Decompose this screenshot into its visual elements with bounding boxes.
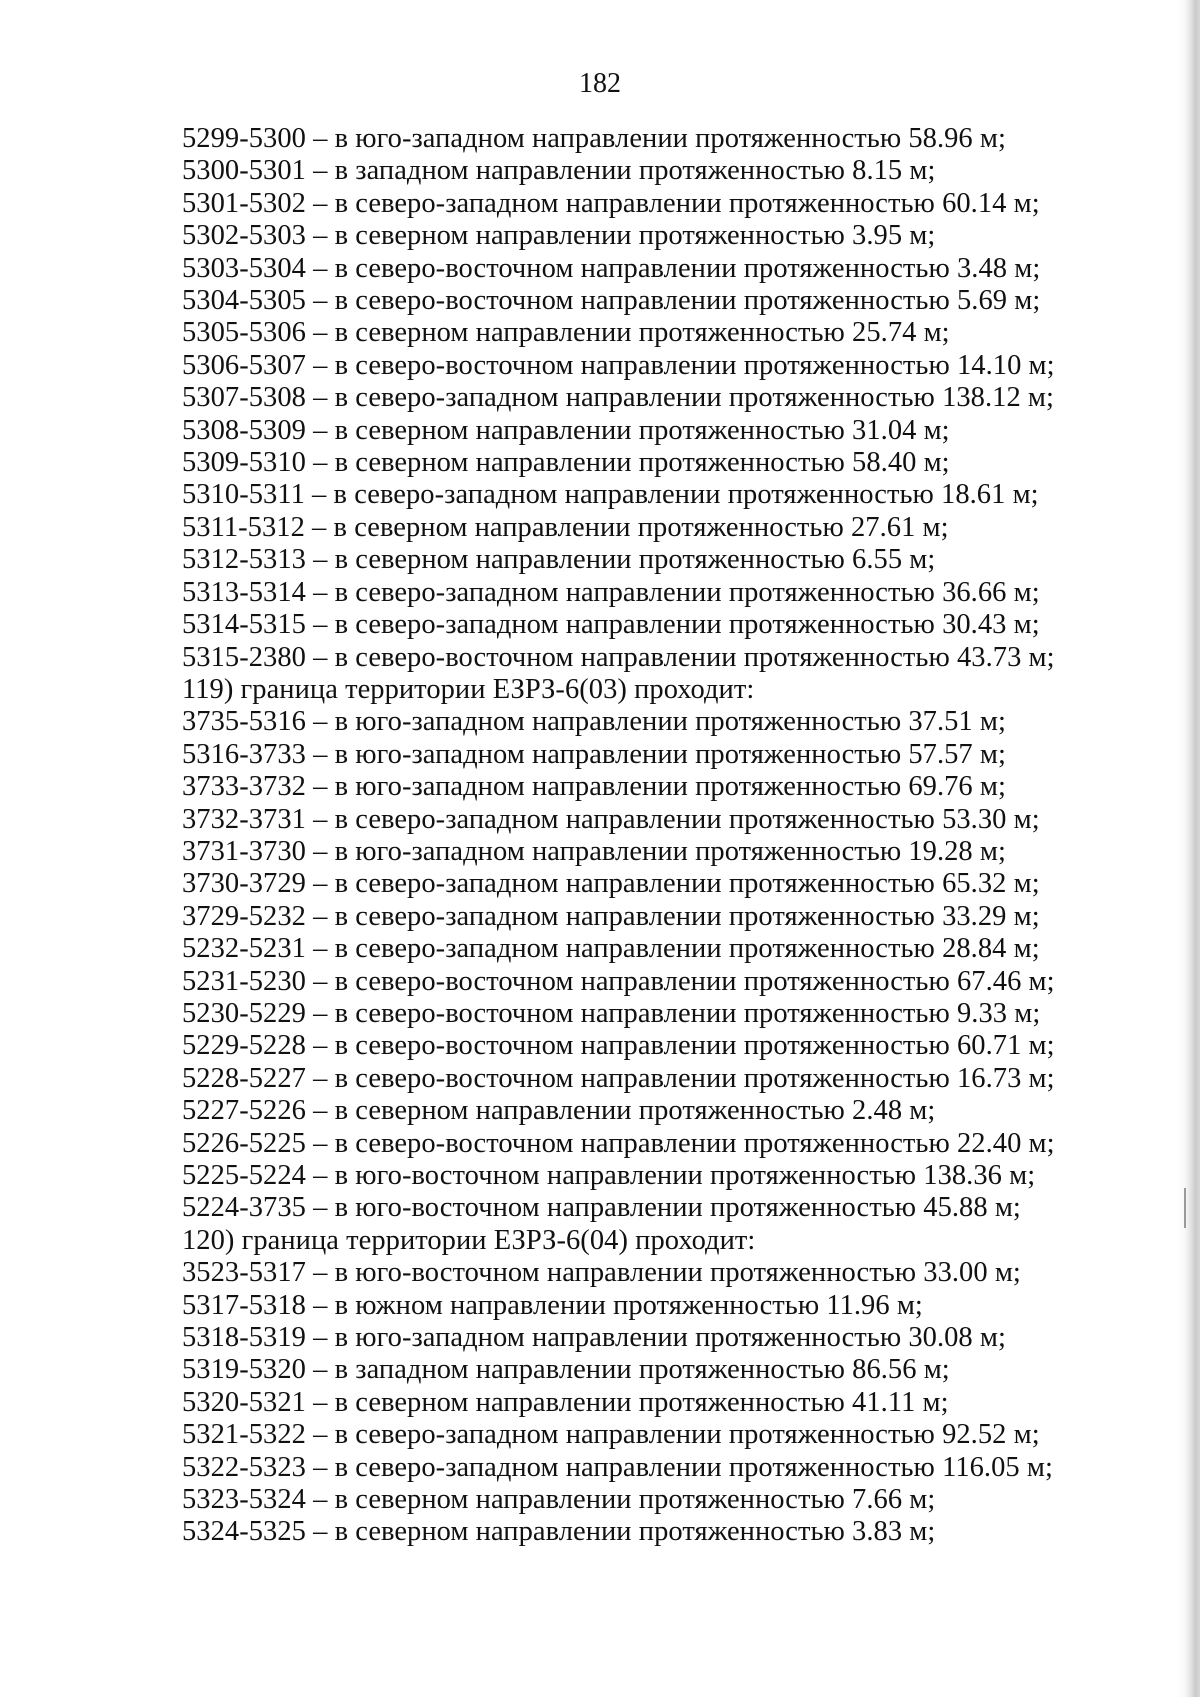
text-line: 5307-5308 – в северо-западном направлении протяженностью 138.12 м;	[182, 382, 1054, 414]
text-line: 3523-5317 – в юго-восточном направлении протяженностью 33.00 м;	[182, 1257, 1021, 1289]
text-line: 5299-5300 – в юго-западном направлении протяженностью 58.96 м;	[182, 123, 1006, 154]
text-line: 5231-5230 – в северо-восточном направлении протяженностью 67.46 м;	[182, 965, 1055, 997]
text-line: 5317-5318 – в южном направлении протяженностью 11.96 м;	[182, 1289, 923, 1321]
text-line: 5316-3733 – в юго-западном направлении протяженностью 57.57 м;	[182, 738, 1006, 770]
text-line: 5315-2380 – в северо-восточном направлении протяженностью 43.73 м;	[182, 641, 1055, 673]
text-line: 3729-5232 – в северо-западном направлении протяженностью 33.29 м;	[182, 900, 1040, 932]
text-line: 3732-3731 – в северо-западном направлении протяженностью 53.30 м;	[182, 803, 1040, 835]
text-line: 5301-5302 – в северо-западном направлении протяженностью 60.14 м;	[182, 187, 1040, 219]
text-line: 5310-5311 – в северо-западном направлении протяженностью 18.61 м;	[182, 479, 1039, 511]
text-line: 5306-5307 – в северо-восточном направлении протяженностью 14.10 м;	[182, 349, 1055, 381]
text-line: 5318-5319 – в юго-западном направлении протяженностью 30.08 м;	[182, 1322, 1006, 1354]
text-line: 5321-5322 – в северо-западном направлении протяженностью 92.52 м;	[182, 1419, 1040, 1451]
text-line: 5226-5225 – в северо-восточном направлении протяженностью 22.40 м;	[182, 1127, 1055, 1159]
text-line: 3735-5316 – в юго-западном направлении протяженностью 37.51 м;	[182, 706, 1006, 738]
text-line: 5312-5313 – в северном направлении протяженностью 6.55 м;	[182, 544, 936, 576]
text-line: 5308-5309 – в северном направлении протяженностью 31.04 м;	[182, 414, 950, 446]
text-line: 5319-5320 – в западном направлении протяженностью 86.56 м;	[182, 1354, 950, 1386]
text-line: 5232-5231 – в северо-западном направлении протяженностью 28.84 м;	[182, 933, 1040, 965]
text-line: 3731-3730 – в юго-западном направлении протяженностью 19.28 м;	[182, 835, 1006, 867]
text-line: 5303-5304 – в северо-восточном направлении протяженностью 3.48 м;	[182, 252, 1041, 284]
text-line: 5313-5314 – в северо-западном направлении протяженностью 36.66 м;	[182, 576, 1040, 608]
text-line: 5324-5325 – в северном направлении протяженностью 3.83 м;	[182, 1516, 936, 1548]
text-line: 5323-5324 – в северном направлении протяженностью 7.66 м;	[182, 1484, 936, 1516]
text-line: 5305-5306 – в северном направлении протяженностью 25.74 м;	[182, 317, 950, 349]
text-line: 3733-3732 – в юго-западном направлении протяженностью 69.76 м;	[182, 771, 1006, 803]
text-line: 3730-3729 – в северо-западном направлении протяженностью 65.32 м;	[182, 868, 1040, 900]
text-line: 5320-5321 – в северном направлении протяженностью 41.11 м;	[182, 1386, 949, 1418]
text-line: 5224-3735 – в юго-восточном направлении протяженностью 45.88 м;	[182, 1192, 1021, 1224]
scan-edge-shadow	[1178, 0, 1200, 1697]
document-body	[182, 123, 1082, 1549]
text-line: 5225-5224 – в юго-восточном направлении протяженностью 138.36 м;	[182, 1160, 1036, 1191]
page-number: 182	[579, 68, 621, 99]
text-line: 5227-5226 – в северном направлении протяженностью 2.48 м;	[182, 1095, 936, 1127]
section-heading: 120) граница территории ЕЗРЗ-6(04) проходит:	[182, 1224, 756, 1256]
text-line: 5229-5228 – в северо-восточном направлении протяженностью 60.71 м;	[182, 1030, 1055, 1062]
text-line: 5314-5315 – в северо-западном направлении протяженностью 30.43 м;	[182, 609, 1040, 641]
text-line: 5302-5303 – в северном направлении протяженностью 3.95 м;	[182, 220, 936, 252]
section-heading: 119) граница территории ЕЗРЗ-6(03) проходит:	[182, 673, 755, 705]
text-line: 5228-5227 – в северо-восточном направлении протяженностью 16.73 м;	[182, 1062, 1055, 1094]
text-line: 5300-5301 – в западном направлении протяженностью 8.15 м;	[182, 155, 936, 187]
text-line: 5311-5312 – в северном направлении протяженностью 27.61 м;	[182, 511, 949, 543]
scan-artifact-mark	[1184, 1188, 1186, 1228]
text-line: 5230-5229 – в северо-восточном направлении протяженностью 9.33 м;	[182, 997, 1041, 1029]
text-line: 5322-5323 – в северо-западном направлении протяженностью 116.05 м;	[182, 1451, 1053, 1483]
text-line: 5304-5305 – в северо-восточном направлении протяженностью 5.69 м;	[182, 285, 1041, 317]
text-line: 5309-5310 – в северном направлении протяженностью 58.40 м;	[182, 447, 950, 479]
